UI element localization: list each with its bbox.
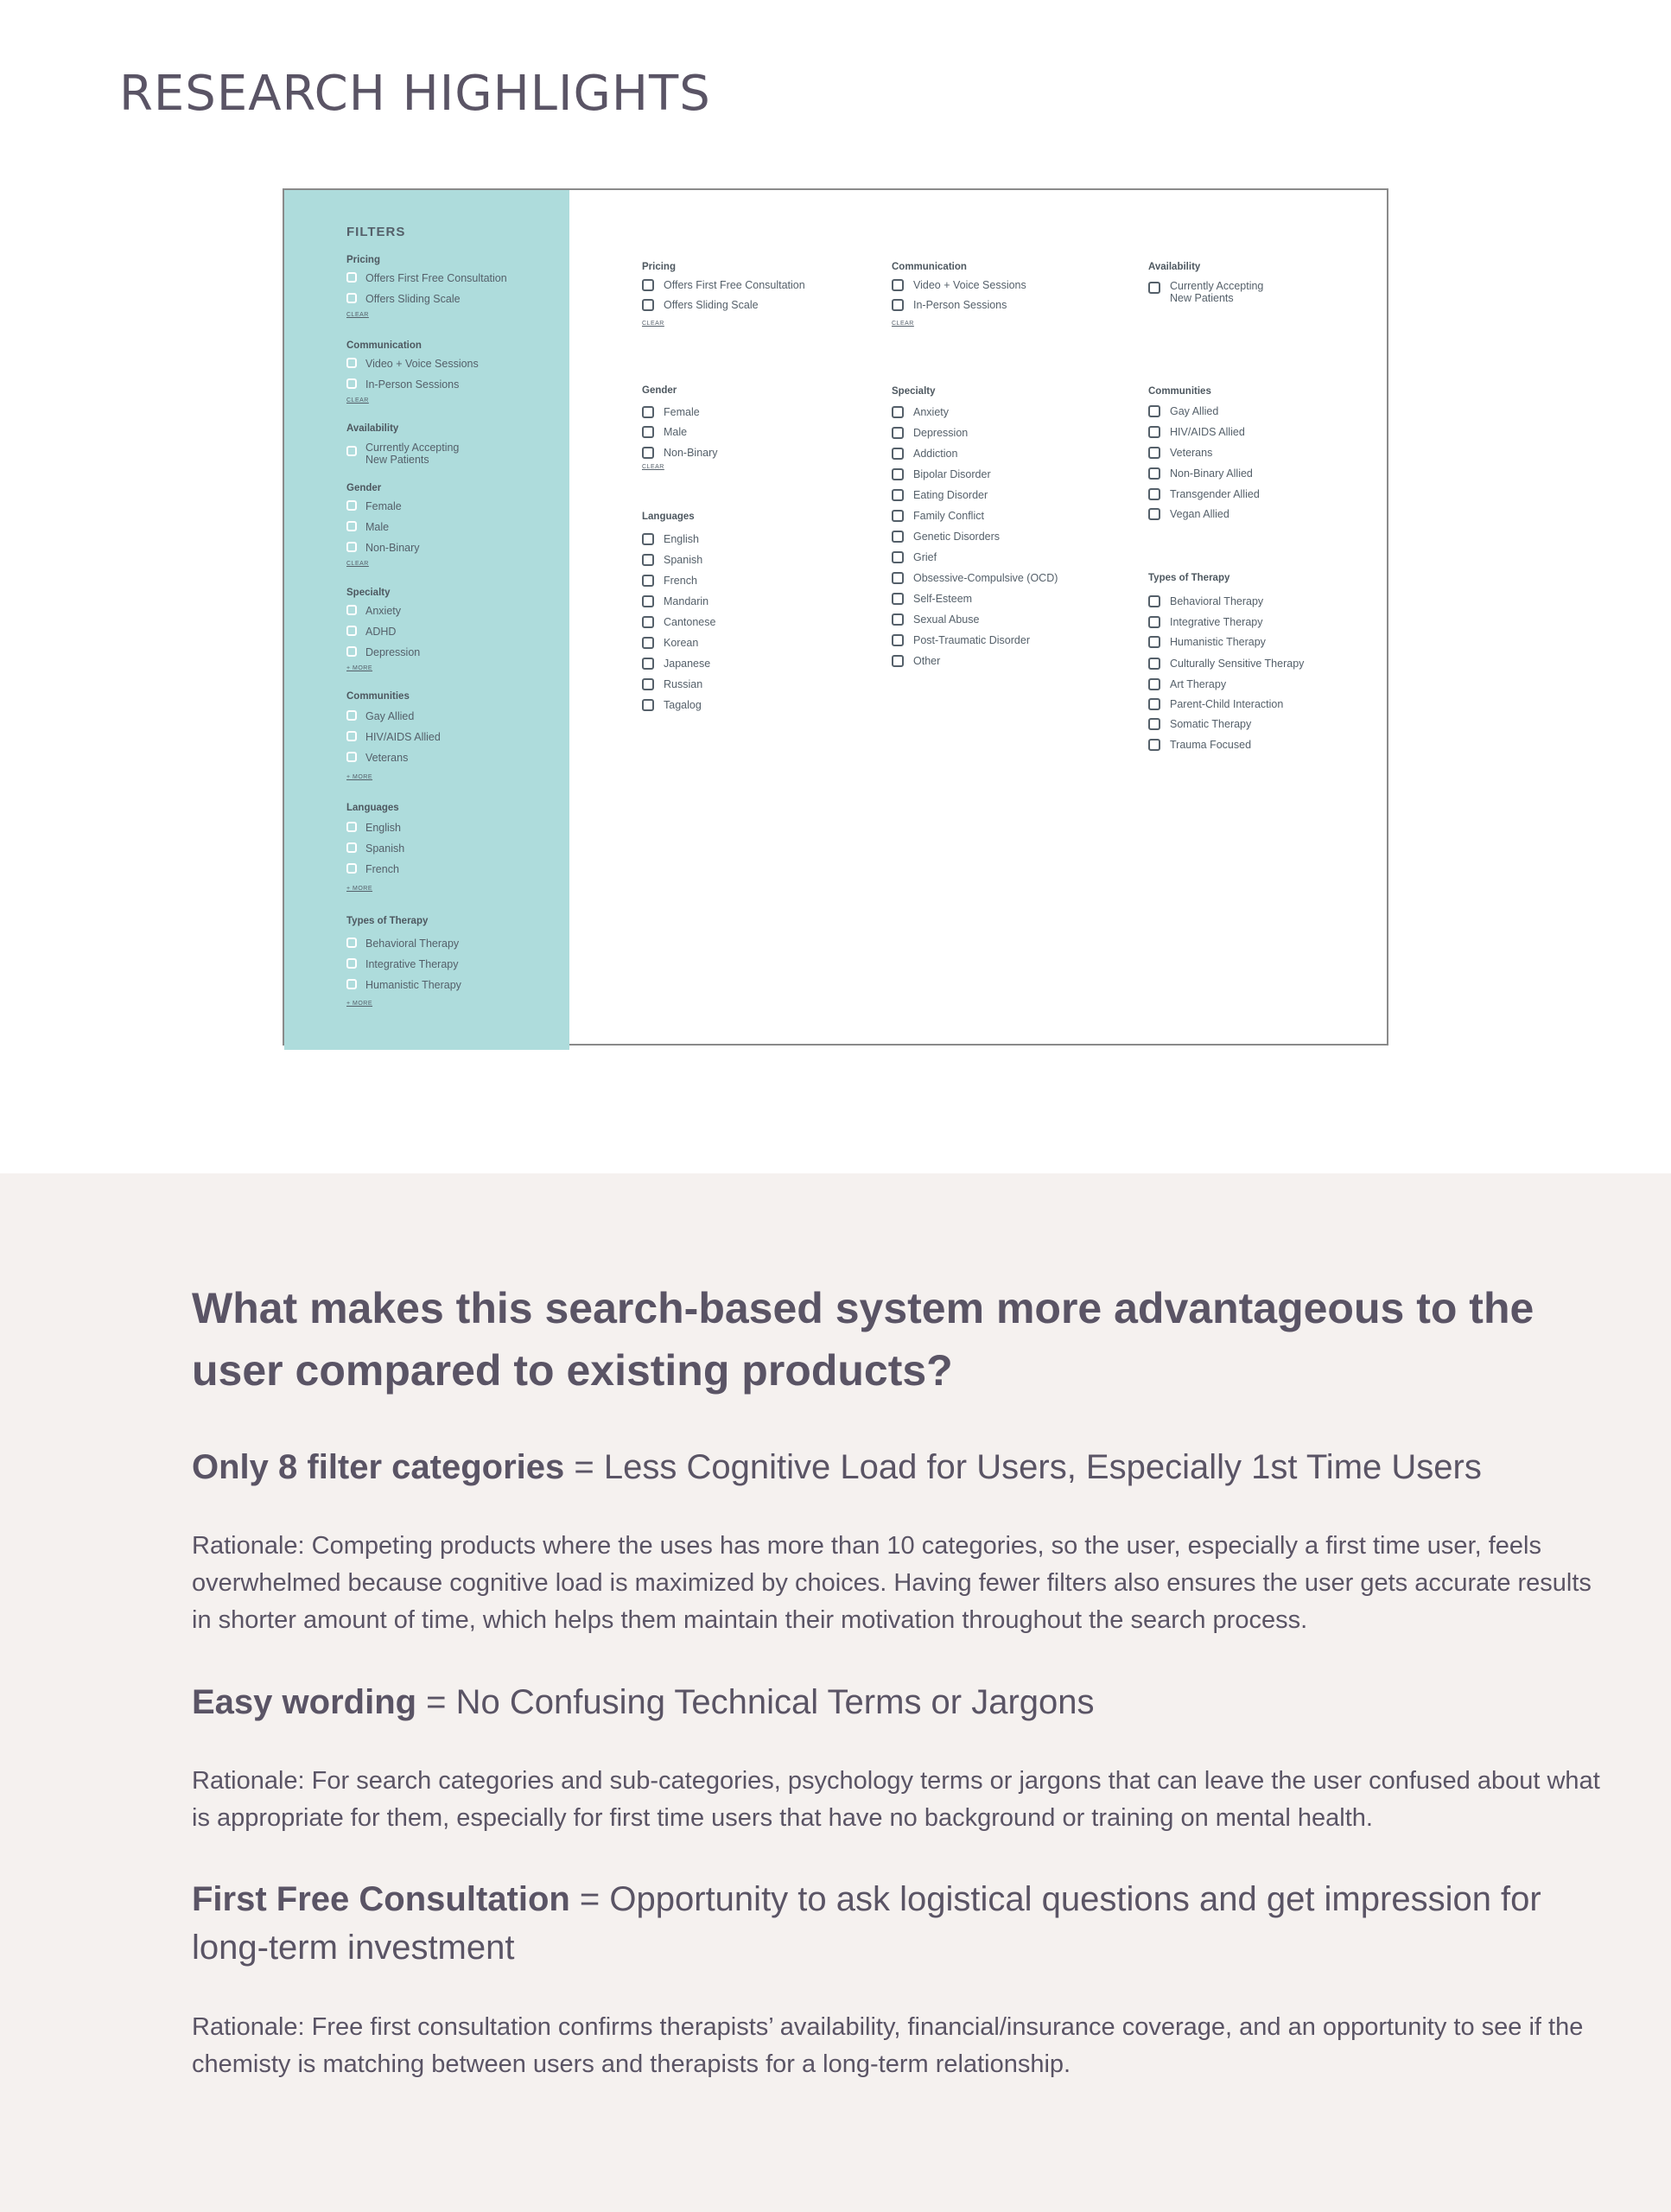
checkbox[interactable] <box>346 979 357 989</box>
panel-option[interactable]: English <box>642 533 699 545</box>
checkbox[interactable] <box>1148 658 1160 670</box>
checkbox[interactable] <box>1148 488 1160 500</box>
checkbox[interactable] <box>346 842 357 853</box>
sidebar-option[interactable]: Non-Binary <box>346 542 420 554</box>
panel-option[interactable]: Anxiety <box>892 406 949 418</box>
question-heading: What makes this search-based system more advantageous to the user compared to existing products? <box>192 1284 1534 1395</box>
checkbox[interactable] <box>892 406 904 418</box>
panel-option[interactable]: Culturally Sensitive Therapy <box>1148 658 1304 670</box>
panel-option[interactable]: Somatic Therapy <box>1148 718 1251 730</box>
panel-option[interactable]: Obsessive-Compulsive (OCD) <box>892 572 1058 584</box>
checkbox[interactable] <box>346 293 357 303</box>
panel-option[interactable]: Parent-Child Interaction <box>1148 698 1283 710</box>
checkbox[interactable] <box>1148 426 1160 438</box>
checkbox[interactable] <box>1148 595 1160 607</box>
panel-option[interactable]: Addiction <box>892 448 957 460</box>
checkbox[interactable] <box>642 554 654 566</box>
sidebar-option[interactable]: Offers First Free Consultation <box>346 272 507 284</box>
checkbox[interactable] <box>346 958 357 969</box>
checkbox[interactable] <box>346 863 357 874</box>
point-rationale: Rationale: Competing products where the uses has more than 10 categories, so the user, especially a first time user, feels overwhelmed because cognitive load is maximized by choices. Having fewer filters also ensures the user gets accurate results in shorter amount of time, which helps them maintain their motivation throughout the search process. <box>192 1532 1592 1634</box>
sidebar-group-title: Gender <box>346 483 382 493</box>
sidebar-group-title: Communication <box>346 340 422 351</box>
checkbox[interactable] <box>1148 467 1160 480</box>
panel-option[interactable]: Behavioral Therapy <box>1148 595 1263 607</box>
panel-group-title: Communication <box>892 262 967 272</box>
panel-option[interactable]: Genetic Disorders <box>892 531 1000 543</box>
checkbox[interactable] <box>642 279 654 291</box>
panel-group-title: Communities <box>1148 386 1211 397</box>
checkbox[interactable] <box>346 521 357 531</box>
clear-link[interactable]: CLEAR <box>346 397 369 404</box>
more-link[interactable]: + MORE <box>346 886 373 892</box>
panel-option[interactable]: Self-Esteem <box>892 593 972 605</box>
checkbox[interactable] <box>892 468 904 480</box>
sidebar-group-title: Types of Therapy <box>346 916 429 926</box>
panel-option[interactable]: Spanish <box>642 554 702 566</box>
panel-option[interactable]: Korean <box>642 637 698 649</box>
checkbox[interactable] <box>642 447 654 459</box>
sidebar-group-title: Languages <box>346 803 399 813</box>
sidebar-option[interactable]: Spanish <box>346 842 404 855</box>
checkbox[interactable] <box>346 626 357 636</box>
sidebar-option[interactable]: Currently Accepting New Patients <box>346 442 476 466</box>
panel-option[interactable]: Art Therapy <box>1148 678 1226 690</box>
sidebar-option[interactable]: In-Person Sessions <box>346 378 459 391</box>
panel-option[interactable]: Offers First Free Consultation <box>642 279 805 291</box>
sidebar-option[interactable]: HIV/AIDS Allied <box>346 731 441 743</box>
point-rationale: Rationale: For search categories and sub-categories, psychology terms or jargons that can leave the user confused about what is appropriate for them, especially for first time users that have no background or training on mental health. <box>192 1767 1600 1832</box>
clear-link[interactable]: CLEAR <box>892 321 914 327</box>
sidebar-option[interactable]: Offers Sliding Scale <box>346 293 461 305</box>
panel-option[interactable]: Eating Disorder <box>892 489 988 501</box>
checkbox[interactable] <box>1148 739 1160 751</box>
checkbox[interactable] <box>642 658 654 670</box>
point-claim: First Free Consultation = Opportunity to ask logistical questions and get impression for long-term investment <box>192 1880 1541 1967</box>
filters-sidebar <box>284 190 569 1050</box>
point-rationale: Rationale: Free first consultation confirms therapists’ availability, financial/insurance coverage, and an opportunity to see if the chemisty is matching between users and therapists for a long-term relationship. <box>192 2013 1584 2078</box>
panel-option[interactable]: Russian <box>642 678 702 690</box>
checkbox[interactable] <box>1148 636 1160 648</box>
panel-option[interactable]: Non-Binary <box>642 447 718 459</box>
checkbox[interactable] <box>892 593 904 605</box>
checkbox[interactable] <box>892 572 904 584</box>
checkbox[interactable] <box>1148 718 1160 730</box>
checkbox[interactable] <box>346 500 357 511</box>
panel-option[interactable]: Vegan Allied <box>1148 508 1229 520</box>
checkbox[interactable] <box>642 637 654 649</box>
checkbox[interactable] <box>1148 616 1160 628</box>
point-claim: Only 8 filter categories = Less Cognitive Load for Users, Especially 1st Time Users <box>192 1448 1482 1486</box>
checkbox[interactable] <box>1148 508 1160 520</box>
point-bold: Easy wording <box>192 1683 417 1721</box>
panel-option[interactable]: Currently Accepting New Patients <box>1148 280 1278 304</box>
checkbox[interactable] <box>642 426 654 438</box>
sidebar-option[interactable]: Veterans <box>346 752 408 764</box>
sidebar-option[interactable]: Behavioral Therapy <box>346 938 459 950</box>
panel-option[interactable]: Non-Binary Allied <box>1148 467 1253 480</box>
checkbox[interactable] <box>346 605 357 615</box>
sidebar-option[interactable]: Video + Voice Sessions <box>346 358 479 370</box>
sidebar-option[interactable]: Integrative Therapy <box>346 958 458 970</box>
checkbox[interactable] <box>346 752 357 762</box>
checkbox[interactable] <box>642 678 654 690</box>
checkbox[interactable] <box>642 575 654 587</box>
checkbox[interactable] <box>892 427 904 439</box>
checkbox[interactable] <box>892 279 904 291</box>
panel-option[interactable]: Integrative Therapy <box>1148 616 1262 628</box>
panel-group-title: Availability <box>1148 262 1201 272</box>
panel-group-title: Types of Therapy <box>1148 573 1230 583</box>
panel-option[interactable]: In-Person Sessions <box>892 299 1007 311</box>
checkbox[interactable] <box>642 406 654 418</box>
page-title: RESEARCH HIGHLIGHTS <box>119 66 711 122</box>
panel-option[interactable]: Video + Voice Sessions <box>892 279 1026 291</box>
checkbox[interactable] <box>892 613 904 626</box>
panel-group-title: Gender <box>642 385 677 396</box>
checkbox[interactable] <box>892 448 904 460</box>
checkbox[interactable] <box>1148 698 1160 710</box>
checkbox[interactable] <box>642 533 654 545</box>
panel-option[interactable]: Post-Traumatic Disorder <box>892 634 1030 646</box>
panel-option[interactable]: French <box>642 575 697 587</box>
sidebar-option[interactable]: Depression <box>346 646 420 658</box>
sidebar-group-title: Communities <box>346 691 410 702</box>
checkbox[interactable] <box>346 446 357 456</box>
sidebar-option[interactable]: Female <box>346 500 402 512</box>
more-link[interactable]: + MORE <box>346 1001 373 1007</box>
checkbox[interactable] <box>346 938 357 948</box>
sidebar-option[interactable]: Humanistic Therapy <box>346 979 461 991</box>
panel-option[interactable]: Cantonese <box>642 616 715 628</box>
panel-option[interactable]: Japanese <box>642 658 710 670</box>
point-bold: First Free Consultation <box>192 1880 570 1918</box>
checkbox[interactable] <box>892 531 904 543</box>
sidebar-option[interactable]: ADHD <box>346 626 396 638</box>
panel-option[interactable]: Tagalog <box>642 699 702 711</box>
more-link[interactable]: + MORE <box>346 774 373 780</box>
sidebar-option[interactable]: Gay Allied <box>346 710 414 722</box>
sidebar-title: FILTERS <box>346 225 406 239</box>
panel-option[interactable]: Mandarin <box>642 595 708 607</box>
panel-option[interactable]: Offers Sliding Scale <box>642 299 759 311</box>
checkbox[interactable] <box>642 616 654 628</box>
panel-group-title: Languages <box>642 512 695 522</box>
clear-link[interactable]: CLEAR <box>346 312 369 318</box>
panel-group-title: Specialty <box>892 386 936 397</box>
checkbox[interactable] <box>346 542 357 552</box>
clear-link[interactable]: CLEAR <box>642 321 664 327</box>
panel-option[interactable]: Veterans <box>1148 447 1212 459</box>
checkbox[interactable] <box>1148 405 1160 417</box>
sidebar-option[interactable]: French <box>346 863 399 875</box>
panel-option[interactable]: Depression <box>892 427 968 439</box>
point-bold: Only 8 filter categories <box>192 1448 565 1486</box>
sidebar-group-title: Specialty <box>346 588 391 598</box>
checkbox[interactable] <box>642 699 654 711</box>
filter-mockup <box>283 188 1388 1046</box>
checkbox[interactable] <box>892 551 904 563</box>
checkbox[interactable] <box>892 634 904 646</box>
panel-option[interactable]: Sexual Abuse <box>892 613 979 626</box>
sidebar-option[interactable]: English <box>346 822 401 834</box>
checkbox[interactable] <box>892 299 904 311</box>
more-link[interactable]: + MORE <box>346 665 373 671</box>
panel-option[interactable]: Transgender Allied <box>1148 488 1260 500</box>
clear-link[interactable]: CLEAR <box>346 561 369 567</box>
panel-option[interactable]: Bipolar Disorder <box>892 468 991 480</box>
checkbox[interactable] <box>1148 447 1160 459</box>
panel-option[interactable]: Trauma Focused <box>1148 739 1251 751</box>
checkbox[interactable] <box>642 595 654 607</box>
checkbox[interactable] <box>892 489 904 501</box>
checkbox[interactable] <box>346 378 357 389</box>
checkbox[interactable] <box>1148 282 1160 294</box>
panel-option[interactable]: HIV/AIDS Allied <box>1148 426 1245 438</box>
sidebar-option[interactable]: Anxiety <box>346 605 401 617</box>
panel-option[interactable]: Gay Allied <box>1148 405 1218 417</box>
checkbox[interactable] <box>642 299 654 311</box>
panel-option[interactable]: Female <box>642 406 700 418</box>
checkbox[interactable] <box>892 655 904 667</box>
checkbox[interactable] <box>346 710 357 721</box>
checkbox[interactable] <box>346 646 357 657</box>
checkbox[interactable] <box>892 510 904 522</box>
clear-link[interactable]: CLEAR <box>642 464 664 470</box>
checkbox[interactable] <box>346 358 357 368</box>
checkbox[interactable] <box>346 822 357 832</box>
point-claim: Easy wording = No Confusing Technical Terms or Jargons <box>192 1683 1095 1721</box>
checkbox[interactable] <box>346 272 357 283</box>
panel-option[interactable]: Family Conflict <box>892 510 984 522</box>
sidebar-option[interactable]: Male <box>346 521 389 533</box>
panel-option[interactable]: Male <box>642 426 687 438</box>
checkbox[interactable] <box>346 731 357 741</box>
panel-option[interactable]: Grief <box>892 551 937 563</box>
panel-group-title: Pricing <box>642 262 676 272</box>
sidebar-group-title: Pricing <box>346 255 380 265</box>
panel-option[interactable]: Other <box>892 655 940 667</box>
sidebar-group-title: Availability <box>346 423 399 434</box>
panel-option[interactable]: Humanistic Therapy <box>1148 636 1266 648</box>
checkbox[interactable] <box>1148 678 1160 690</box>
